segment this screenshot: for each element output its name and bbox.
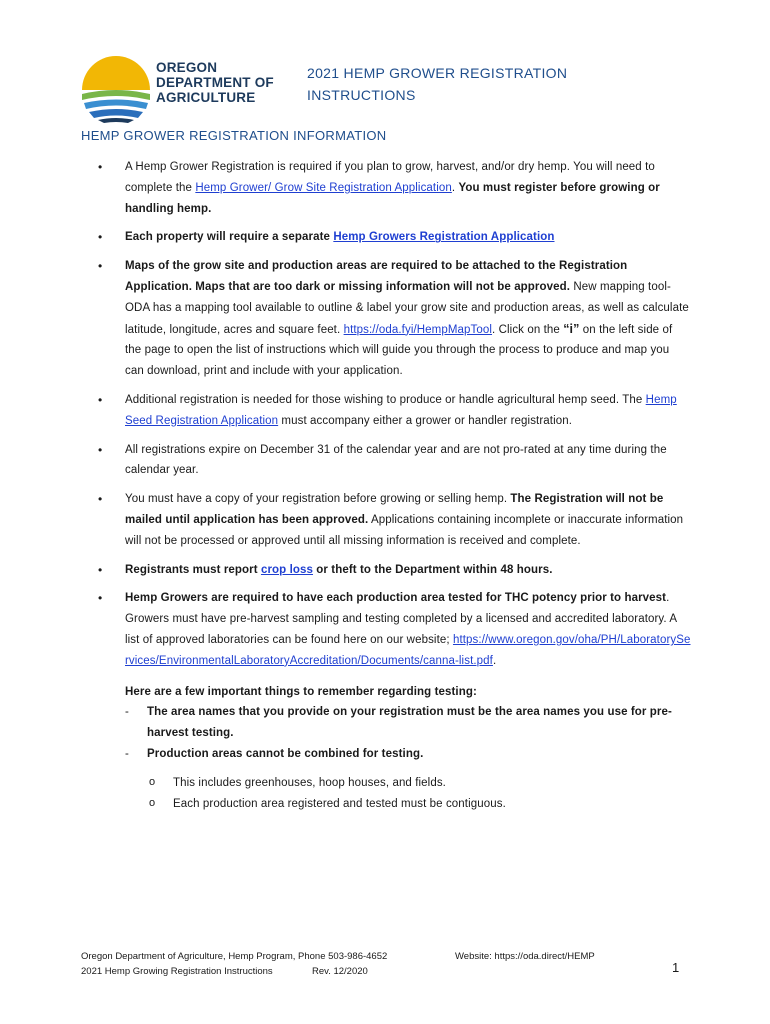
oda-logo <box>80 56 280 124</box>
section-heading: HEMP GROWER REGISTRATION INFORMATION <box>81 128 387 143</box>
instruction-list <box>81 157 691 814</box>
logo-line: OREGON <box>156 60 218 75</box>
seed-application-link[interactable]: Hemp Seed Registration Application <box>125 393 677 427</box>
list-item: • A Hemp Grower Registration is required if you plan to grow, harvest, and/or dry hemp. You will need to complete the Hemp Grower/ Grow Site Registration Application. You must register before growing or handling hemp. <box>81 157 691 219</box>
oda-emblem-icon <box>80 56 152 124</box>
footer-website: Website: https://oda.direct/HEMP <box>455 951 595 962</box>
crop-loss-link[interactable]: crop loss <box>260 563 313 576</box>
lab-list-link[interactable]: https://www.oregon.gov/oha/PH/LaboratoryServices/EnvironmentalLaboratoryAccreditation/Documents/canna-list.pdf <box>125 633 691 667</box>
list-item: • Registrants must report crop loss or theft to the Department within 48 hours. <box>81 560 691 581</box>
logo-line: AGRICULTURE <box>156 90 256 105</box>
dash-item: - The area names that you provide on your registration must be the area names you use for pre-harvest testing. <box>125 702 691 744</box>
footer-revision: Rev. 12/2020 <box>312 966 368 977</box>
sub-list-item: o This includes greenhouses, hoop houses, and fields. <box>149 773 691 794</box>
title-line-1: 2021 HEMP GROWER REGISTRATION <box>307 65 568 81</box>
list-item: • All registrations expire on December 31 of the calendar year and are not pro-rated at any time during the calendar year. <box>81 440 691 482</box>
instructions-content <box>81 157 691 822</box>
list-item: • Hemp Growers are required to have each production area tested for THC potency prior to harvest. Growers must have pre-harvest sampling and testing completed by a licensed and accredited laboratory. A list of approved laboratories can be found here on our website; https://www.oregon.gov/oha/PH/LaboratoryServices/EnvironmentalLaboratoryAccreditation/Documents/canna-list.pdf. Here are a few important things to remember regarding testing: - The area names that you provide on your registration must be the area names you use for pre-harvest testing. - Production areas cannot be combined for testing. o This includes greenhouses, hoop houses, and fields. o Each production area registered and tested must be contiguous. <box>81 588 691 814</box>
footer-doc-name: 2021 Hemp Growing Registration Instructions <box>81 966 273 977</box>
growers-registration-link[interactable]: Hemp Growers Registration Application <box>333 231 555 244</box>
list-item: • Maps of the grow site and production areas are required to be attached to the Registration Application. Maps that are too dark or missing information will not be approved. New mapping tool- ODA has a mapping tool available to outline & label your grow site and production areas, as well as calculate latitude, longitude, acres and square feet. https://oda.fyi/HempMapTool. Click on the “i” on the left side of the page to open the list of instructions which will guide you through the process to produce and map you can download, print and include with your application. <box>81 256 691 382</box>
list-item: • You must have a copy of your registration before growing or selling hemp. The Registration will not be mailed until application has been approved. Applications containing incomplete or inaccurate information will not be processed or approved until all missing information is received and complete. <box>81 489 691 551</box>
testing-heading: Here are a few important things to remember regarding testing: <box>125 685 477 698</box>
logo-line: DEPARTMENT OF <box>156 75 274 90</box>
grower-application-link[interactable]: Hemp Grower/ Grow Site Registration Application <box>195 181 452 194</box>
list-item: • Each property will require a separate Hemp Growers Registration Application <box>81 227 691 248</box>
title-line-2: INSTRUCTIONS <box>307 87 416 103</box>
testing-sublist <box>125 773 691 815</box>
dash-item: - Production areas cannot be combined for testing. <box>125 744 691 765</box>
logo-wordmark <box>156 60 274 105</box>
document-title <box>307 62 667 106</box>
list-item: • Additional registration is needed for those wishing to produce or handle agricultural hemp seed. The Hemp Seed Registration Application must accompany either a grower or handler registration. <box>81 390 691 432</box>
sub-list-item: o Each production area registered and tested must be contiguous. <box>149 794 691 815</box>
footer-contact: Oregon Department of Agriculture, Hemp Program, Phone 503-986-4652 <box>81 951 388 962</box>
map-tool-link[interactable]: https://oda.fyi/HempMapTool <box>343 323 493 336</box>
page-number: 1 <box>672 960 680 975</box>
